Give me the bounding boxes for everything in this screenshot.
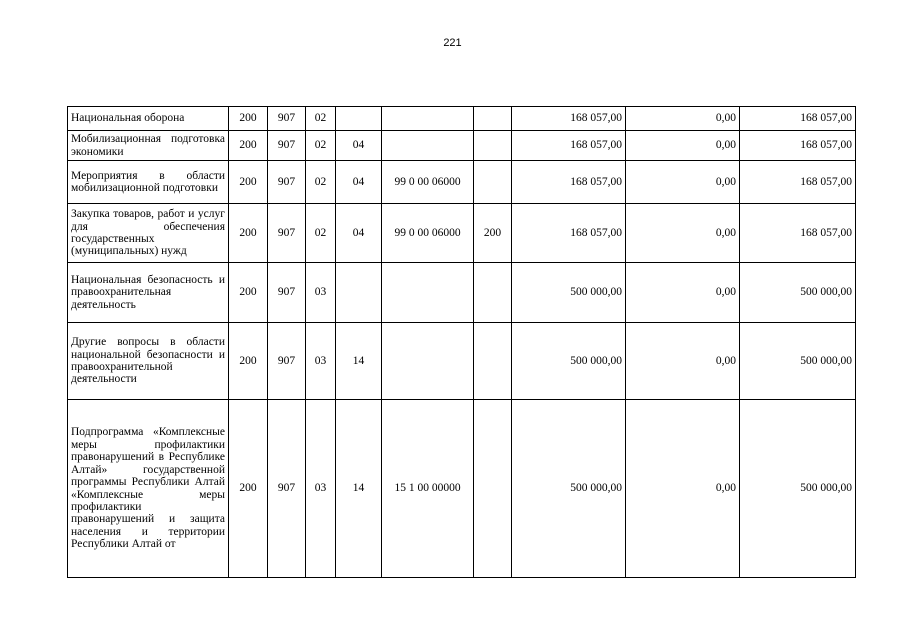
row-expense-type (474, 131, 512, 161)
row-grbs-code: 200 (229, 263, 268, 323)
row-amount-secondary: 0,00 (626, 107, 740, 131)
row-target-article (382, 107, 474, 131)
row-target-article: 99 0 00 06000 (382, 161, 474, 204)
row-name: Другие вопросы в области национальной безопасности и правоохранительной деятельности (68, 323, 229, 400)
row-amount-final: 168 057,00 (740, 107, 856, 131)
row-amount-secondary: 0,00 (626, 400, 740, 578)
row-amount-final: 168 057,00 (740, 204, 856, 263)
row-amount-secondary: 0,00 (626, 263, 740, 323)
row-grbs-code: 200 (229, 204, 268, 263)
row-amount-secondary: 0,00 (626, 131, 740, 161)
row-expense-type (474, 323, 512, 400)
row-amount-final: 500 000,00 (740, 323, 856, 400)
table-row (68, 263, 856, 323)
table-row (68, 131, 856, 161)
row-section-code: 02 (306, 131, 336, 161)
row-name: Мероприятия в области мобилизационной подготовки (68, 161, 229, 204)
row-grbs-code: 200 (229, 323, 268, 400)
row-amount-total: 168 057,00 (512, 131, 626, 161)
row-name: Национальная безопасность и правоохранительная деятельность (68, 263, 229, 323)
table-row (68, 107, 856, 131)
row-amount-total: 168 057,00 (512, 161, 626, 204)
row-amount-final: 500 000,00 (740, 263, 856, 323)
row-subsection-code (336, 263, 382, 323)
row-amount-final: 500 000,00 (740, 400, 856, 578)
row-subsection-code: 14 (336, 323, 382, 400)
row-name: Подпрограмма «Комплексные меры профилактики правонарушений в Республике Алтай» государственной программы Республики Алтай «Комплексные меры профилактики правонарушений и защита населения и территории Республики Алтай от (68, 400, 229, 578)
row-department-code: 907 (268, 107, 306, 131)
table-row (68, 204, 856, 263)
row-section-code: 02 (306, 161, 336, 204)
row-amount-total: 168 057,00 (512, 204, 626, 263)
row-name: Закупка товаров, работ и услуг для обеспечения государственных (муниципальных) нужд (68, 204, 229, 263)
row-expense-type (474, 263, 512, 323)
row-expense-type: 200 (474, 204, 512, 263)
budget-table (67, 106, 856, 578)
row-expense-type (474, 161, 512, 204)
row-grbs-code: 200 (229, 131, 268, 161)
row-section-code: 02 (306, 107, 336, 131)
row-subsection-code (336, 107, 382, 131)
row-amount-total: 500 000,00 (512, 323, 626, 400)
row-department-code: 907 (268, 323, 306, 400)
row-grbs-code: 200 (229, 400, 268, 578)
row-amount-total: 168 057,00 (512, 107, 626, 131)
row-department-code: 907 (268, 131, 306, 161)
row-amount-final: 168 057,00 (740, 161, 856, 204)
row-department-code: 907 (268, 161, 306, 204)
row-section-code: 03 (306, 400, 336, 578)
row-department-code: 907 (268, 400, 306, 578)
row-name: Мобилизационная подготовка экономики (68, 131, 229, 161)
row-expense-type (474, 400, 512, 578)
table-row (68, 400, 856, 578)
row-subsection-code: 04 (336, 161, 382, 204)
row-amount-final: 168 057,00 (740, 131, 856, 161)
row-department-code: 907 (268, 204, 306, 263)
row-section-code: 02 (306, 204, 336, 263)
row-section-code: 03 (306, 323, 336, 400)
page-number: 221 (443, 37, 462, 49)
row-target-article: 99 0 00 06000 (382, 204, 474, 263)
row-subsection-code: 04 (336, 131, 382, 161)
row-department-code: 907 (268, 263, 306, 323)
row-amount-secondary: 0,00 (626, 323, 740, 400)
table-row (68, 161, 856, 204)
row-expense-type (474, 107, 512, 131)
row-target-article (382, 131, 474, 161)
row-target-article: 15 1 00 00000 (382, 400, 474, 578)
row-subsection-code: 04 (336, 204, 382, 263)
table-row (68, 323, 856, 400)
row-subsection-code: 14 (336, 400, 382, 578)
row-target-article (382, 263, 474, 323)
row-grbs-code: 200 (229, 161, 268, 204)
row-name: Национальная оборона (68, 107, 229, 131)
row-amount-secondary: 0,00 (626, 161, 740, 204)
row-section-code: 03 (306, 263, 336, 323)
row-amount-secondary: 0,00 (626, 204, 740, 263)
row-grbs-code: 200 (229, 107, 268, 131)
row-amount-total: 500 000,00 (512, 263, 626, 323)
row-target-article (382, 323, 474, 400)
row-amount-total: 500 000,00 (512, 400, 626, 578)
